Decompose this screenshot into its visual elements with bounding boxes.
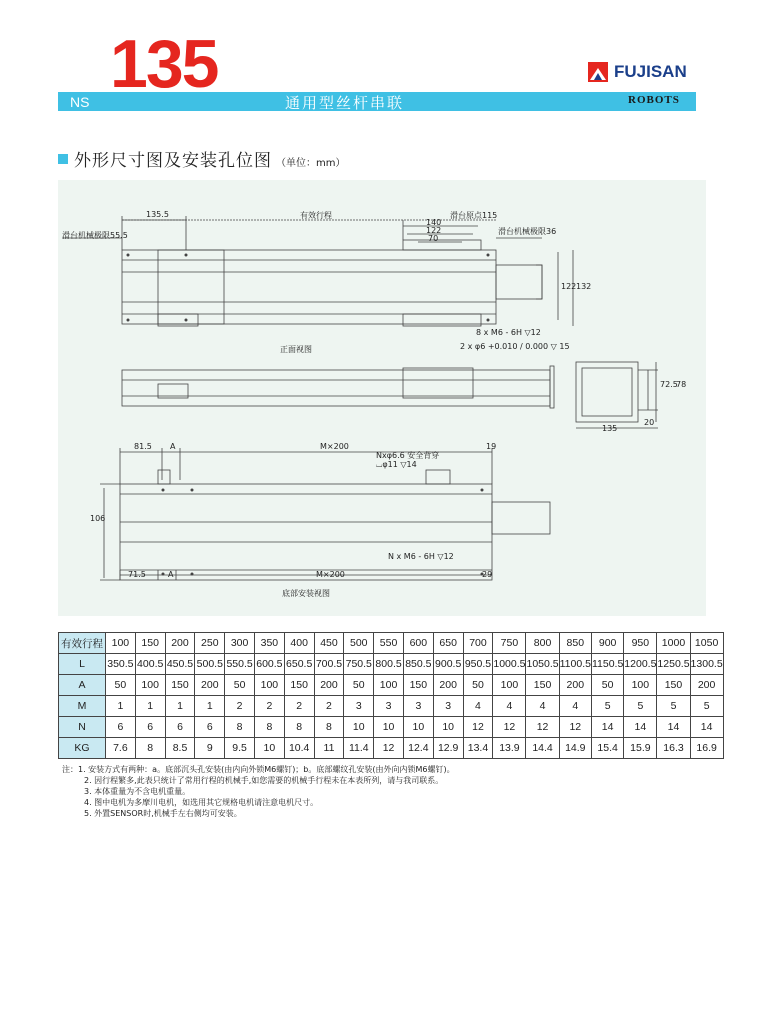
table-cell: 16.3 xyxy=(657,738,690,759)
table-cell: 1050 xyxy=(690,633,723,654)
table-cell: 250 xyxy=(195,633,225,654)
table-cell: 100 xyxy=(624,675,657,696)
table-cell: 5 xyxy=(624,696,657,717)
notes xyxy=(62,764,455,819)
table-cell: 450.5 xyxy=(165,654,195,675)
table-cell: 1 xyxy=(165,696,195,717)
note-line: 2. 因行程繁多,此表只统计了常用行程的机械手,如您需要的机械手行程未在本表所列，请与我司联系。 xyxy=(84,776,444,785)
table-cell: 750 xyxy=(493,633,526,654)
front-view-body xyxy=(122,250,496,324)
table-cell: 12.9 xyxy=(433,738,463,759)
table-cell: 650 xyxy=(433,633,463,654)
table-cell: 850.5 xyxy=(403,654,433,675)
table-cell: 550 xyxy=(374,633,404,654)
table-cell: 5 xyxy=(591,696,623,717)
table-cell: 14.9 xyxy=(559,738,591,759)
table-cell: 100 xyxy=(106,633,136,654)
dim-106: 106 xyxy=(90,514,106,523)
dim-h132: 132 xyxy=(576,282,592,291)
table-cell: 100 xyxy=(374,675,404,696)
table-cell: 11 xyxy=(314,738,344,759)
front-view-caption: 正面视图 xyxy=(280,345,312,354)
dim-a-top: A xyxy=(170,442,176,451)
table-cell: 6 xyxy=(195,717,225,738)
table-cell: 12 xyxy=(374,738,404,759)
table-cell: 800.5 xyxy=(374,654,404,675)
table-cell: 15.9 xyxy=(624,738,657,759)
table-cell: 4 xyxy=(526,696,559,717)
table-cell: 8.5 xyxy=(165,738,195,759)
table-cell: 750.5 xyxy=(344,654,374,675)
table-cell: 500.5 xyxy=(195,654,225,675)
model-number: 135 xyxy=(110,26,218,102)
dim-71-5: 71.5 xyxy=(128,570,146,579)
table-cell: 2 xyxy=(225,696,255,717)
table-cell: 900.5 xyxy=(433,654,463,675)
table-cell: 10 xyxy=(403,717,433,738)
table-cell: 14.4 xyxy=(526,738,559,759)
table-cell: 800 xyxy=(526,633,559,654)
table-cell: 5 xyxy=(657,696,690,717)
table-cell: 50 xyxy=(591,675,623,696)
table-cell: 14 xyxy=(657,717,690,738)
table-cell: 16.9 xyxy=(690,738,723,759)
table-cell: 50 xyxy=(106,675,136,696)
table-cell: 6 xyxy=(106,717,136,738)
drawing-lines xyxy=(58,180,706,616)
fujisan-logo-icon xyxy=(588,62,608,82)
table-cell: 1150.5 xyxy=(591,654,623,675)
bottom-view-body xyxy=(120,484,492,580)
table-cell: 12.4 xyxy=(403,738,433,759)
table-cell: 5 xyxy=(690,696,723,717)
table-cell: 400 xyxy=(284,633,314,654)
section-unit: （单位：mm） xyxy=(276,158,346,169)
table-cell: 100 xyxy=(135,675,165,696)
dim-pin: 2 x φ6 +0.010 / 0.000 ▽ 15 xyxy=(460,342,570,351)
table-cell: 950.5 xyxy=(463,654,493,675)
dim-mx200-top: M×200 xyxy=(320,442,349,451)
dim-122: 122 xyxy=(426,226,442,235)
table-cell: 450 xyxy=(314,633,344,654)
table-cell: 3 xyxy=(403,696,433,717)
table-cell: 200 xyxy=(165,633,195,654)
table-cell: 50 xyxy=(225,675,255,696)
section-bullet-icon xyxy=(58,154,68,164)
dim-70: 70 xyxy=(428,234,439,243)
table-cell: 100 xyxy=(254,675,284,696)
table-cell: 150 xyxy=(165,675,195,696)
table-cell: 15.4 xyxy=(591,738,623,759)
table-cell: 200 xyxy=(314,675,344,696)
table-cell: 1 xyxy=(135,696,165,717)
table-cell: 150 xyxy=(657,675,690,696)
table-cell: 350 xyxy=(254,633,284,654)
table-cell: 12 xyxy=(559,717,591,738)
dim-a-bottom: A xyxy=(168,570,174,579)
table-cell: 1 xyxy=(195,696,225,717)
table-row xyxy=(59,675,724,696)
table-cell: 10 xyxy=(254,738,284,759)
dim-screw-front: 8 x M6 - 6H ▽12 xyxy=(476,328,541,337)
table-cell: 4 xyxy=(463,696,493,717)
table-cell: 9.5 xyxy=(225,738,255,759)
dim-78: 78 xyxy=(676,380,687,389)
table-cell: 8 xyxy=(225,717,255,738)
table-cell: 12 xyxy=(463,717,493,738)
dim-81-5: 81.5 xyxy=(134,442,152,451)
table-cell: 10 xyxy=(344,717,374,738)
table-cell: 10 xyxy=(374,717,404,738)
table-cell: 1 xyxy=(106,696,136,717)
table-cell: 12 xyxy=(526,717,559,738)
table-cell: 6 xyxy=(135,717,165,738)
dim-stroke: 有效行程 xyxy=(300,211,332,220)
note-line: 4. 图中电机为多摩川电机，如选用其它规格电机请注意电机尺寸。 xyxy=(84,798,319,807)
table-cell: 3 xyxy=(374,696,404,717)
table-row xyxy=(59,696,724,717)
table-cell: 4 xyxy=(559,696,591,717)
table-cell: 50 xyxy=(463,675,493,696)
dim-mech-limit-right: 滑台机械极限36 xyxy=(498,227,557,236)
dim-h122: 122 xyxy=(561,282,577,291)
motor-bottom xyxy=(492,502,550,534)
dim-hole-counterbore: ⌴φ11 ▽14 xyxy=(376,460,417,469)
table-cell: 600.5 xyxy=(254,654,284,675)
table-cell: 3 xyxy=(344,696,374,717)
table-cell: 550.5 xyxy=(225,654,255,675)
dim-135-5: 135.5 xyxy=(146,210,169,219)
table-cell: 1000.5 xyxy=(493,654,526,675)
table-cell: 1050.5 xyxy=(526,654,559,675)
table-cell: 10.4 xyxy=(284,738,314,759)
table-cell: 500 xyxy=(344,633,374,654)
table-cell: 1000 xyxy=(657,633,690,654)
table-cell: 150 xyxy=(526,675,559,696)
table-cell: 4 xyxy=(493,696,526,717)
dim-140: 140 xyxy=(426,218,442,227)
table-cell: 2 xyxy=(254,696,284,717)
table-cell: 13.9 xyxy=(493,738,526,759)
dim-slider-origin: 滑台原点115 xyxy=(450,211,498,220)
note-line: 3. 本体重量为不含电机重量。 xyxy=(84,787,191,796)
brand-logo xyxy=(588,62,687,82)
table-cell: 50 xyxy=(344,675,374,696)
spec-table xyxy=(58,632,724,759)
dim-mx200-bottom: M×200 xyxy=(316,570,345,579)
product-title: 通用型丝杆串联 xyxy=(285,94,405,112)
table-cell: 1100.5 xyxy=(559,654,591,675)
table-cell: 14 xyxy=(624,717,657,738)
table-cell: 7.6 xyxy=(106,738,136,759)
brand-name: FUJISAN xyxy=(614,62,687,81)
table-cell: 1300.5 xyxy=(690,654,723,675)
table-cell: 1200.5 xyxy=(624,654,657,675)
table-cell: 10 xyxy=(433,717,463,738)
row-header: KG xyxy=(59,738,106,759)
table-cell: 8 xyxy=(135,738,165,759)
table-cell: 14 xyxy=(591,717,623,738)
table-cell: 900 xyxy=(591,633,623,654)
table-cell: 200 xyxy=(433,675,463,696)
table-cell: 700.5 xyxy=(314,654,344,675)
dim-screw-bottom: N x M6 - 6H ▽12 xyxy=(388,552,454,561)
dimension-drawing xyxy=(58,180,706,616)
table-cell: 200 xyxy=(559,675,591,696)
table-cell: 150 xyxy=(135,633,165,654)
brand-sub: ROBOTS xyxy=(628,94,680,106)
dim-19: 19 xyxy=(486,442,497,451)
table-cell: 1250.5 xyxy=(657,654,690,675)
row-header: A xyxy=(59,675,106,696)
table-row xyxy=(59,717,724,738)
table-cell: 2 xyxy=(314,696,344,717)
dim-hole-through: Nxφ6.6 安全背穿 xyxy=(376,451,440,460)
model-prefix: NS xyxy=(70,94,90,110)
table-cell: 11.4 xyxy=(344,738,374,759)
side-view-body xyxy=(122,370,550,406)
table-cell: 6 xyxy=(165,717,195,738)
table-cell: 100 xyxy=(493,675,526,696)
table-cell: 200 xyxy=(690,675,723,696)
table-row xyxy=(59,633,724,654)
table-cell: 150 xyxy=(284,675,314,696)
note-line: 注：1. 安装方式有两种：a。底部沉头孔安装(由内向外锁M6螺钉)；b。底部螺纹孔安装(由外向内锁M6螺钉)。 xyxy=(62,765,455,774)
table-cell: 150 xyxy=(403,675,433,696)
table-cell: 350.5 xyxy=(106,654,136,675)
table-cell: 200 xyxy=(195,675,225,696)
spec-table-body xyxy=(59,633,724,759)
table-cell: 400.5 xyxy=(135,654,165,675)
table-cell: 600 xyxy=(403,633,433,654)
dim-w20: 20 xyxy=(644,418,655,427)
table-cell: 8 xyxy=(284,717,314,738)
table-row xyxy=(59,654,724,675)
table-cell: 12 xyxy=(493,717,526,738)
table-row xyxy=(59,738,724,759)
table-cell: 2 xyxy=(284,696,314,717)
table-cell: 9 xyxy=(195,738,225,759)
dim-29: 29 xyxy=(482,570,493,579)
row-header: 有效行程 xyxy=(59,633,106,654)
dim-72-5: 72.5 xyxy=(660,380,678,389)
table-cell: 3 xyxy=(433,696,463,717)
table-cell: 8 xyxy=(254,717,284,738)
table-cell: 14 xyxy=(690,717,723,738)
dim-mech-limit-left: 滑台机械极限55.5 xyxy=(62,231,128,240)
row-header: N xyxy=(59,717,106,738)
table-cell: 700 xyxy=(463,633,493,654)
table-cell: 850 xyxy=(559,633,591,654)
bottom-view-caption: 底部安装视图 xyxy=(282,589,330,598)
table-cell: 300 xyxy=(225,633,255,654)
table-cell: 8 xyxy=(314,717,344,738)
row-header: M xyxy=(59,696,106,717)
section-title: 外形尺寸图及安装孔位图 xyxy=(74,151,272,171)
section-heading xyxy=(58,146,345,171)
table-cell: 950 xyxy=(624,633,657,654)
dim-w135: 135 xyxy=(602,424,618,433)
motor-front xyxy=(496,265,542,299)
row-header: L xyxy=(59,654,106,675)
end-view-body xyxy=(576,362,638,422)
table-cell: 13.4 xyxy=(463,738,493,759)
table-cell: 650.5 xyxy=(284,654,314,675)
note-line: 5. 外置SENSOR时,机械手左右侧均可安装。 xyxy=(84,809,242,818)
